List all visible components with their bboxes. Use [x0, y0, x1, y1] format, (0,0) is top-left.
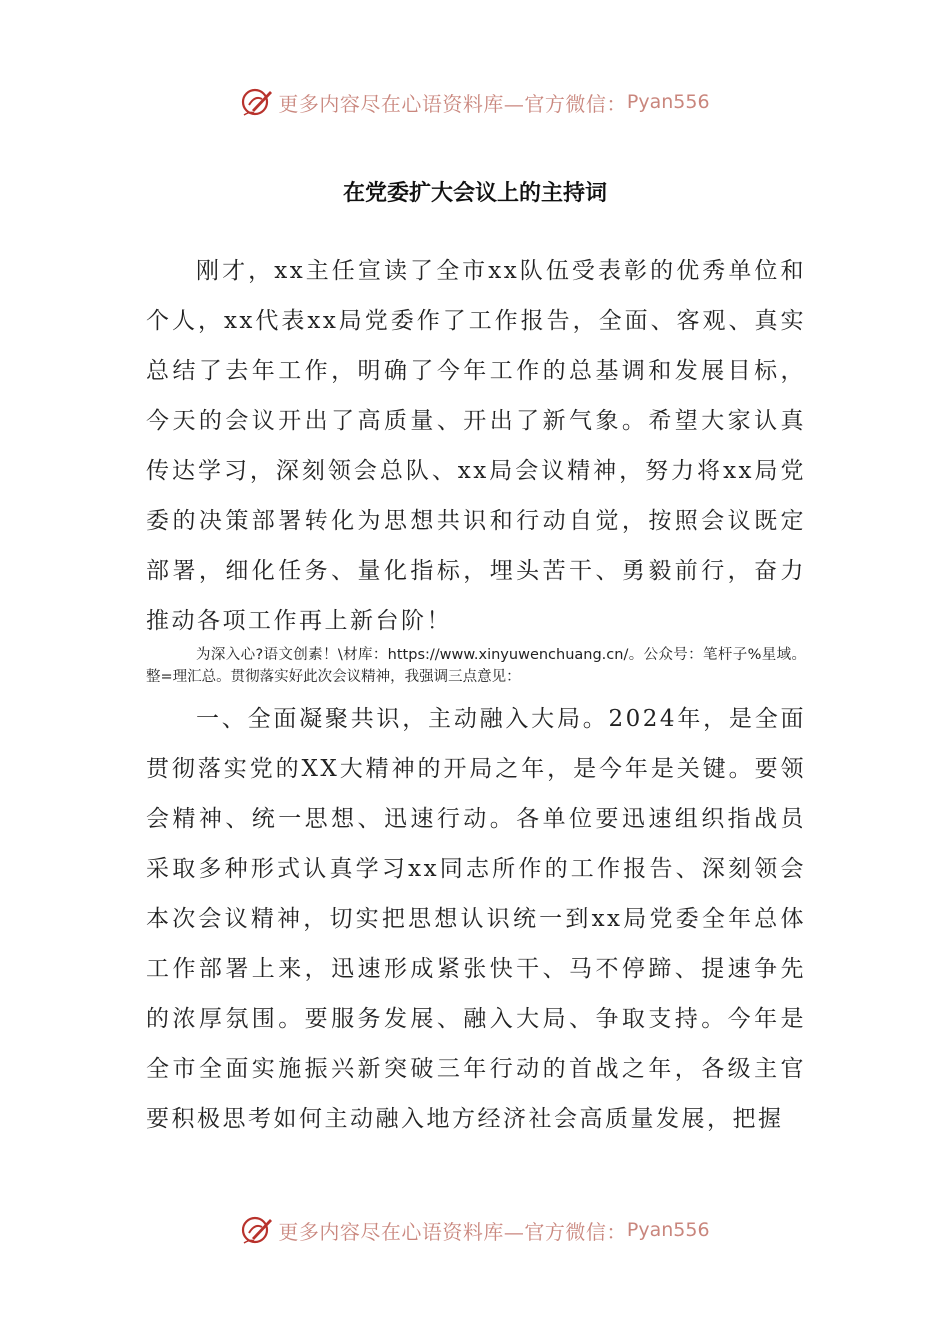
- paragraph-point-one: 一、全面凝聚共识，主动融入大局。2024年，是全面贯彻落实党的XX大精神的开局之年，是今年是关键。要领会精神、统一思想、迅速行动。各单位要迅速组织指战员采取多种形式认真学习xx同志所作的工作报告、深刻领会本次会议精神，切实把思想认识统一到xx局党委全年总体工作部署上来，迅速形成紧张快干、马不停蹄、提速争先的浓厚氛围。要服务发展、融入大局、争取支持。今年是全市全面实施振兴新突破三年行动的首战之年，各级主官要积极思考如何主动融入地方经济社会高质量发展，把握: [146, 706, 806, 1132]
- banner-wechat-id: Pyan556: [626, 91, 710, 113]
- document-title: 在党委扩大会议上的主持词: [342, 181, 607, 206]
- banner-text: 更多内容尽在心语资料库—官方微信：: [278, 91, 627, 116]
- footer-banner: [0, 1210, 950, 1250]
- paragraph-note: 为深入心?语文创素！\材库：https://www.xinyuwenchuang.cn/。公众号：笔杆子%星域。整=理汇总。贯彻落实好此次会议精神，我强调三点意见：: [146, 647, 806, 685]
- pen-logo-icon: [240, 1213, 274, 1247]
- header-banner: [0, 82, 950, 122]
- banner-text: 更多内容尽在心语资料库—官方微信：: [278, 1219, 627, 1244]
- banner-wechat-id: Pyan556: [626, 1219, 710, 1241]
- pen-logo-icon: [240, 85, 274, 119]
- paragraph-opening: 刚才，xx主任宣读了全市xx队伍受表彰的优秀单位和个人，xx代表xx局党委作了工作报告，全面、客观、真实总结了去年工作，明确了今年工作的总基调和发展目标，今天的会议开出了高质量、开出了新气象。希望大家认真传达学习，深刻领会总队、xx局会议精神，努力将xx局党委的决策部署转化为思想共识和行动自觉，按照会议既定部署，细化任务、量化指标，埋头苦干、勇毅前行，奋力推动各项工作再上新台阶！: [146, 258, 806, 634]
